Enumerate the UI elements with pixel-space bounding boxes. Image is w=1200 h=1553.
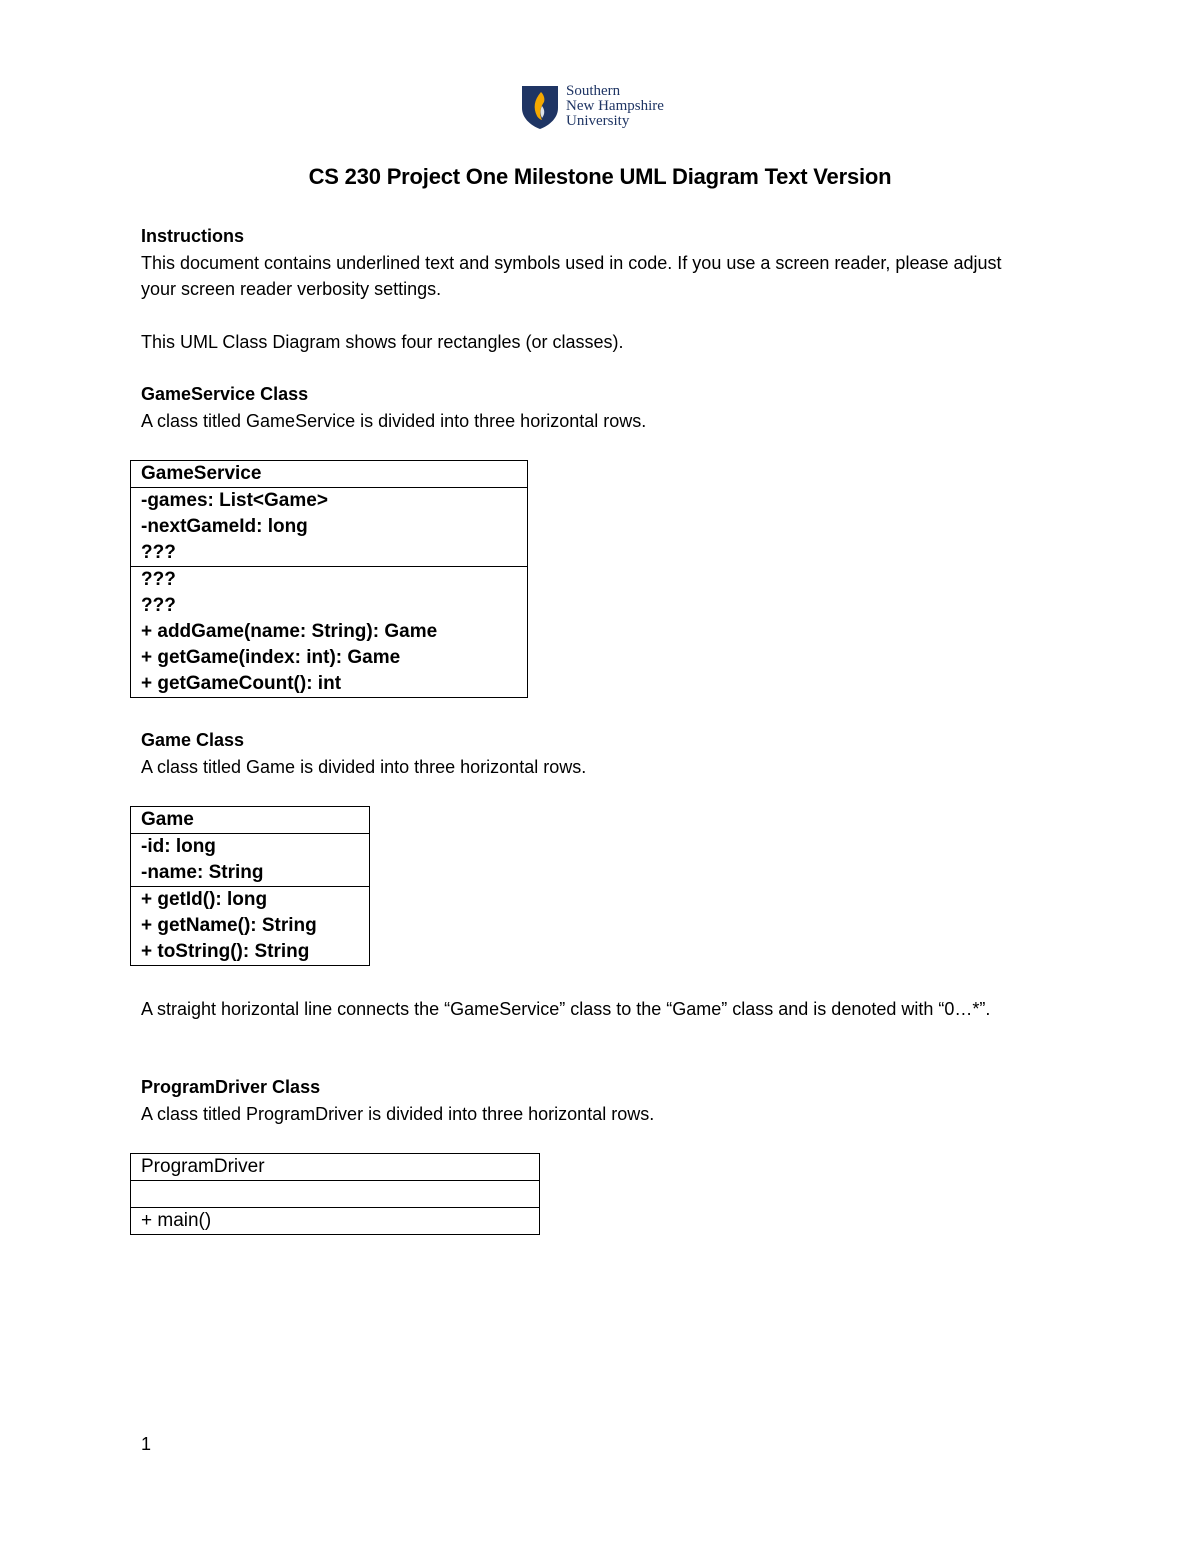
method-row: + getGame(index: int): Game [141,647,401,668]
method-row: ??? [141,595,176,616]
attribute-row: -games: List<Game> [141,490,328,511]
instructions-section [141,223,1041,303]
programdriver-description: A class titled ProgramDriver is divided into three horizontal rows. [141,1103,655,1124]
attributes-cell [131,1181,540,1208]
class-name-cell: ProgramDriver [131,1154,540,1181]
method-row: + getName(): String [141,915,317,936]
attribute-row: -id: long [141,836,216,857]
attribute-row: -nextGameId: long [141,516,308,537]
attributes-cell [131,488,528,567]
game-heading: Game Class [141,730,245,750]
document-title: CS 230 Project One Milestone UML Diagram Text Version [308,164,892,189]
method-row: ??? [141,569,176,590]
class-name-cell: GameService [131,461,528,488]
logo-line: Southern [566,83,621,99]
instructions-heading: Instructions [141,226,245,246]
method-row: + toString(): String [141,941,310,962]
method-row: + main() [141,1210,212,1231]
method-row: + addGame(name: String): Game [141,621,438,642]
methods-cell [131,1208,540,1235]
attribute-row: -name: String [141,862,264,883]
gameservice-heading: GameService Class [141,384,309,404]
game-description: A class titled Game is divided into three horizontal rows. [141,756,587,777]
method-row: + getGameCount(): int [141,673,342,694]
method-row: + getId(): long [141,889,268,910]
connection-note: A straight horizontal line connects the “GameService” class to the “Game” class and is denoted with “0…*”. [141,999,991,1019]
methods-cell [131,887,370,966]
shield-flame-icon [520,84,560,130]
game-class-table [130,806,370,966]
attributes-cell [131,834,370,887]
logo-wordmark [566,84,664,129]
page-number: 1 [141,1434,152,1454]
snhu-logo [520,84,664,130]
instructions-body: This document contains underlined text and symbols used in code. If you use a screen reader, please adjust your screen reader verbosity settings. [141,252,1002,299]
programdriver-class-table [130,1153,540,1235]
gameservice-section [141,381,1041,434]
attribute-row: ??? [141,542,176,563]
intro-paragraph: This UML Class Diagram shows four rectangles (or classes). [141,332,624,352]
class-name-cell: Game [131,807,370,834]
logo-line: New Hampshire [566,98,664,114]
logo-line: University [566,113,630,129]
methods-cell [131,567,528,698]
gameservice-description: A class titled GameService is divided into three horizontal rows. [141,410,647,431]
programdriver-heading: ProgramDriver Class [141,1077,321,1097]
programdriver-section [141,1074,1041,1127]
gameservice-class-table [130,460,528,698]
game-section [141,727,1041,780]
